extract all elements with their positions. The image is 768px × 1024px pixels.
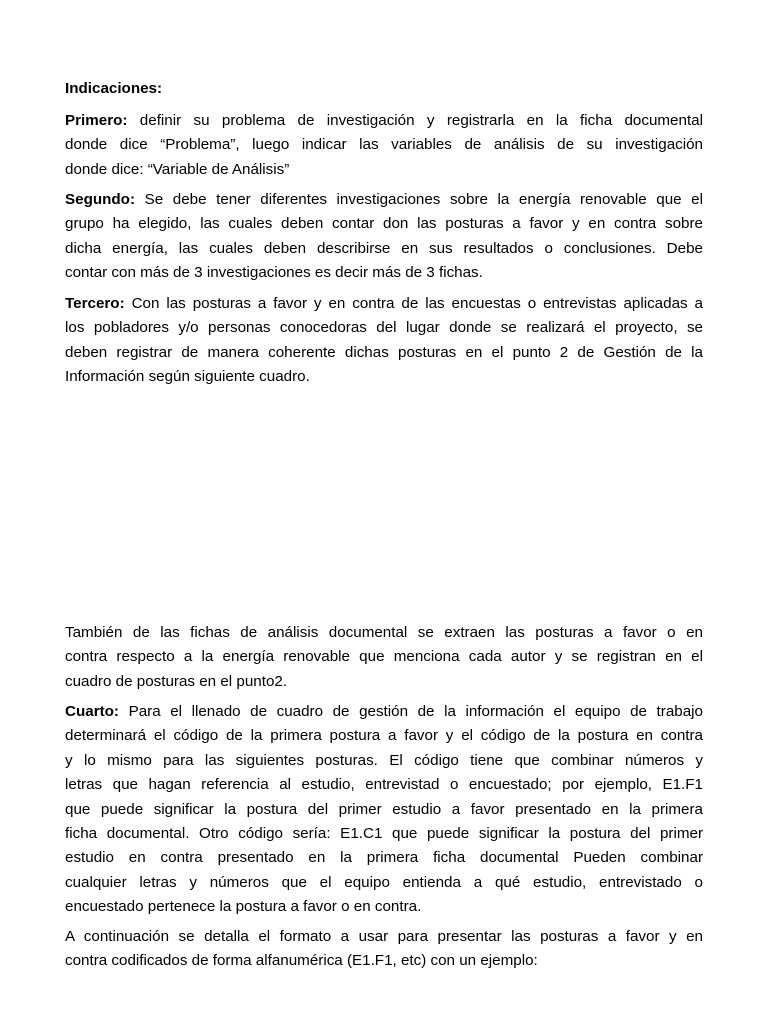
paragraph-line: Información según siguiente cuadro. [65,368,310,386]
paragraph-line: cualquier letras y números que el equipo entienda a qué estudio, entrevistado o [65,873,703,891]
tercero-label: Tercero: [65,295,125,312]
paragraph-line: ficha documental. Otro código sería: E1.C1 que puede significar la postura del primer [65,824,703,842]
paragraph-line: donde dice “Problema”, luego indicar las variables de análisis de su investigación [65,136,703,154]
paragraph-line: contar con más de 3 investigaciones es decir más de 3 fichas. [65,264,483,282]
paragraph-line: cuadro de posturas en el punto2. [65,672,288,690]
paragraph-line: grupo ha elegido, las cuales deben contar don las posturas a favor y en contra sobre [65,215,703,233]
paragraph-line: Primero: definir su problema de investigación y registrarla en la ficha documental [65,112,703,129]
indicaciones-heading: Indicaciones: [65,80,163,97]
paragraph-line: letras que hagan referencia al estudio, entrevistad o encuestado; por ejemplo, E1.F1 [65,776,703,794]
paragraph-continuacion [65,925,703,974]
paragraph-line: contra codificados de forma alfanumérica (E1.F1, etc) con un ejemplo: [65,952,538,970]
paragraph-primero [65,109,703,182]
paragraph-line: A continuación se detalla el formato a usar para presentar las posturas a favor y en [65,928,703,945]
paragraph-line: Tercero: Con las posturas a favor y en contra de las encuestas o entrevistas aplicadas a [65,295,703,312]
cuarto-label: Cuarto: [65,703,119,720]
paragraph-line: Segundo: Se debe tener diferentes investigaciones sobre la energía renovable que el [65,191,703,208]
segundo-label: Segundo: [65,191,136,208]
paragraph-segundo [65,188,703,286]
paragraph-line: donde dice: “Variable de Análisis” [65,160,290,178]
paragraph-line: dicha energía, las cuales deben describirse en sus resultados o conclusiones. Debe [65,239,703,257]
paragraph-line: Cuarto: Para el llenado de cuadro de gestión de la información el equipo de trabajo [65,703,703,720]
paragraph-tercero [65,292,703,390]
paragraph-line: encuestado pertenece la postura a favor o en contra. [65,898,422,916]
paragraph-line: deben registrar de manera coherente dichas posturas en el punto 2 de Gestión de la [65,343,703,361]
paragraph-line: estudio en contra presentado en la primera ficha documental Pueden combinar [65,849,703,867]
paragraph-cuarto [65,700,703,920]
paragraph-line: que puede significar la postura del primer estudio a favor presentado en la primera [65,800,703,818]
paragraph-line: y lo mismo para las siguientes posturas. El código tiene que combinar números y [65,751,703,769]
paragraph-line: contra respecto a la energía renovable que menciona cada autor y se registran en el [65,648,703,666]
paragraph-tambien [65,621,703,694]
paragraph-line: También de las fichas de análisis documental se extraen las posturas a favor o en [65,624,703,641]
primero-label: Primero: [65,112,128,129]
paragraph-line: los pobladores y/o personas conocedoras del lugar donde se realizará el proyecto, se [65,319,703,337]
paragraph-line: determinará el código de la primera postura a favor y el código de la postura en contra [65,727,703,745]
